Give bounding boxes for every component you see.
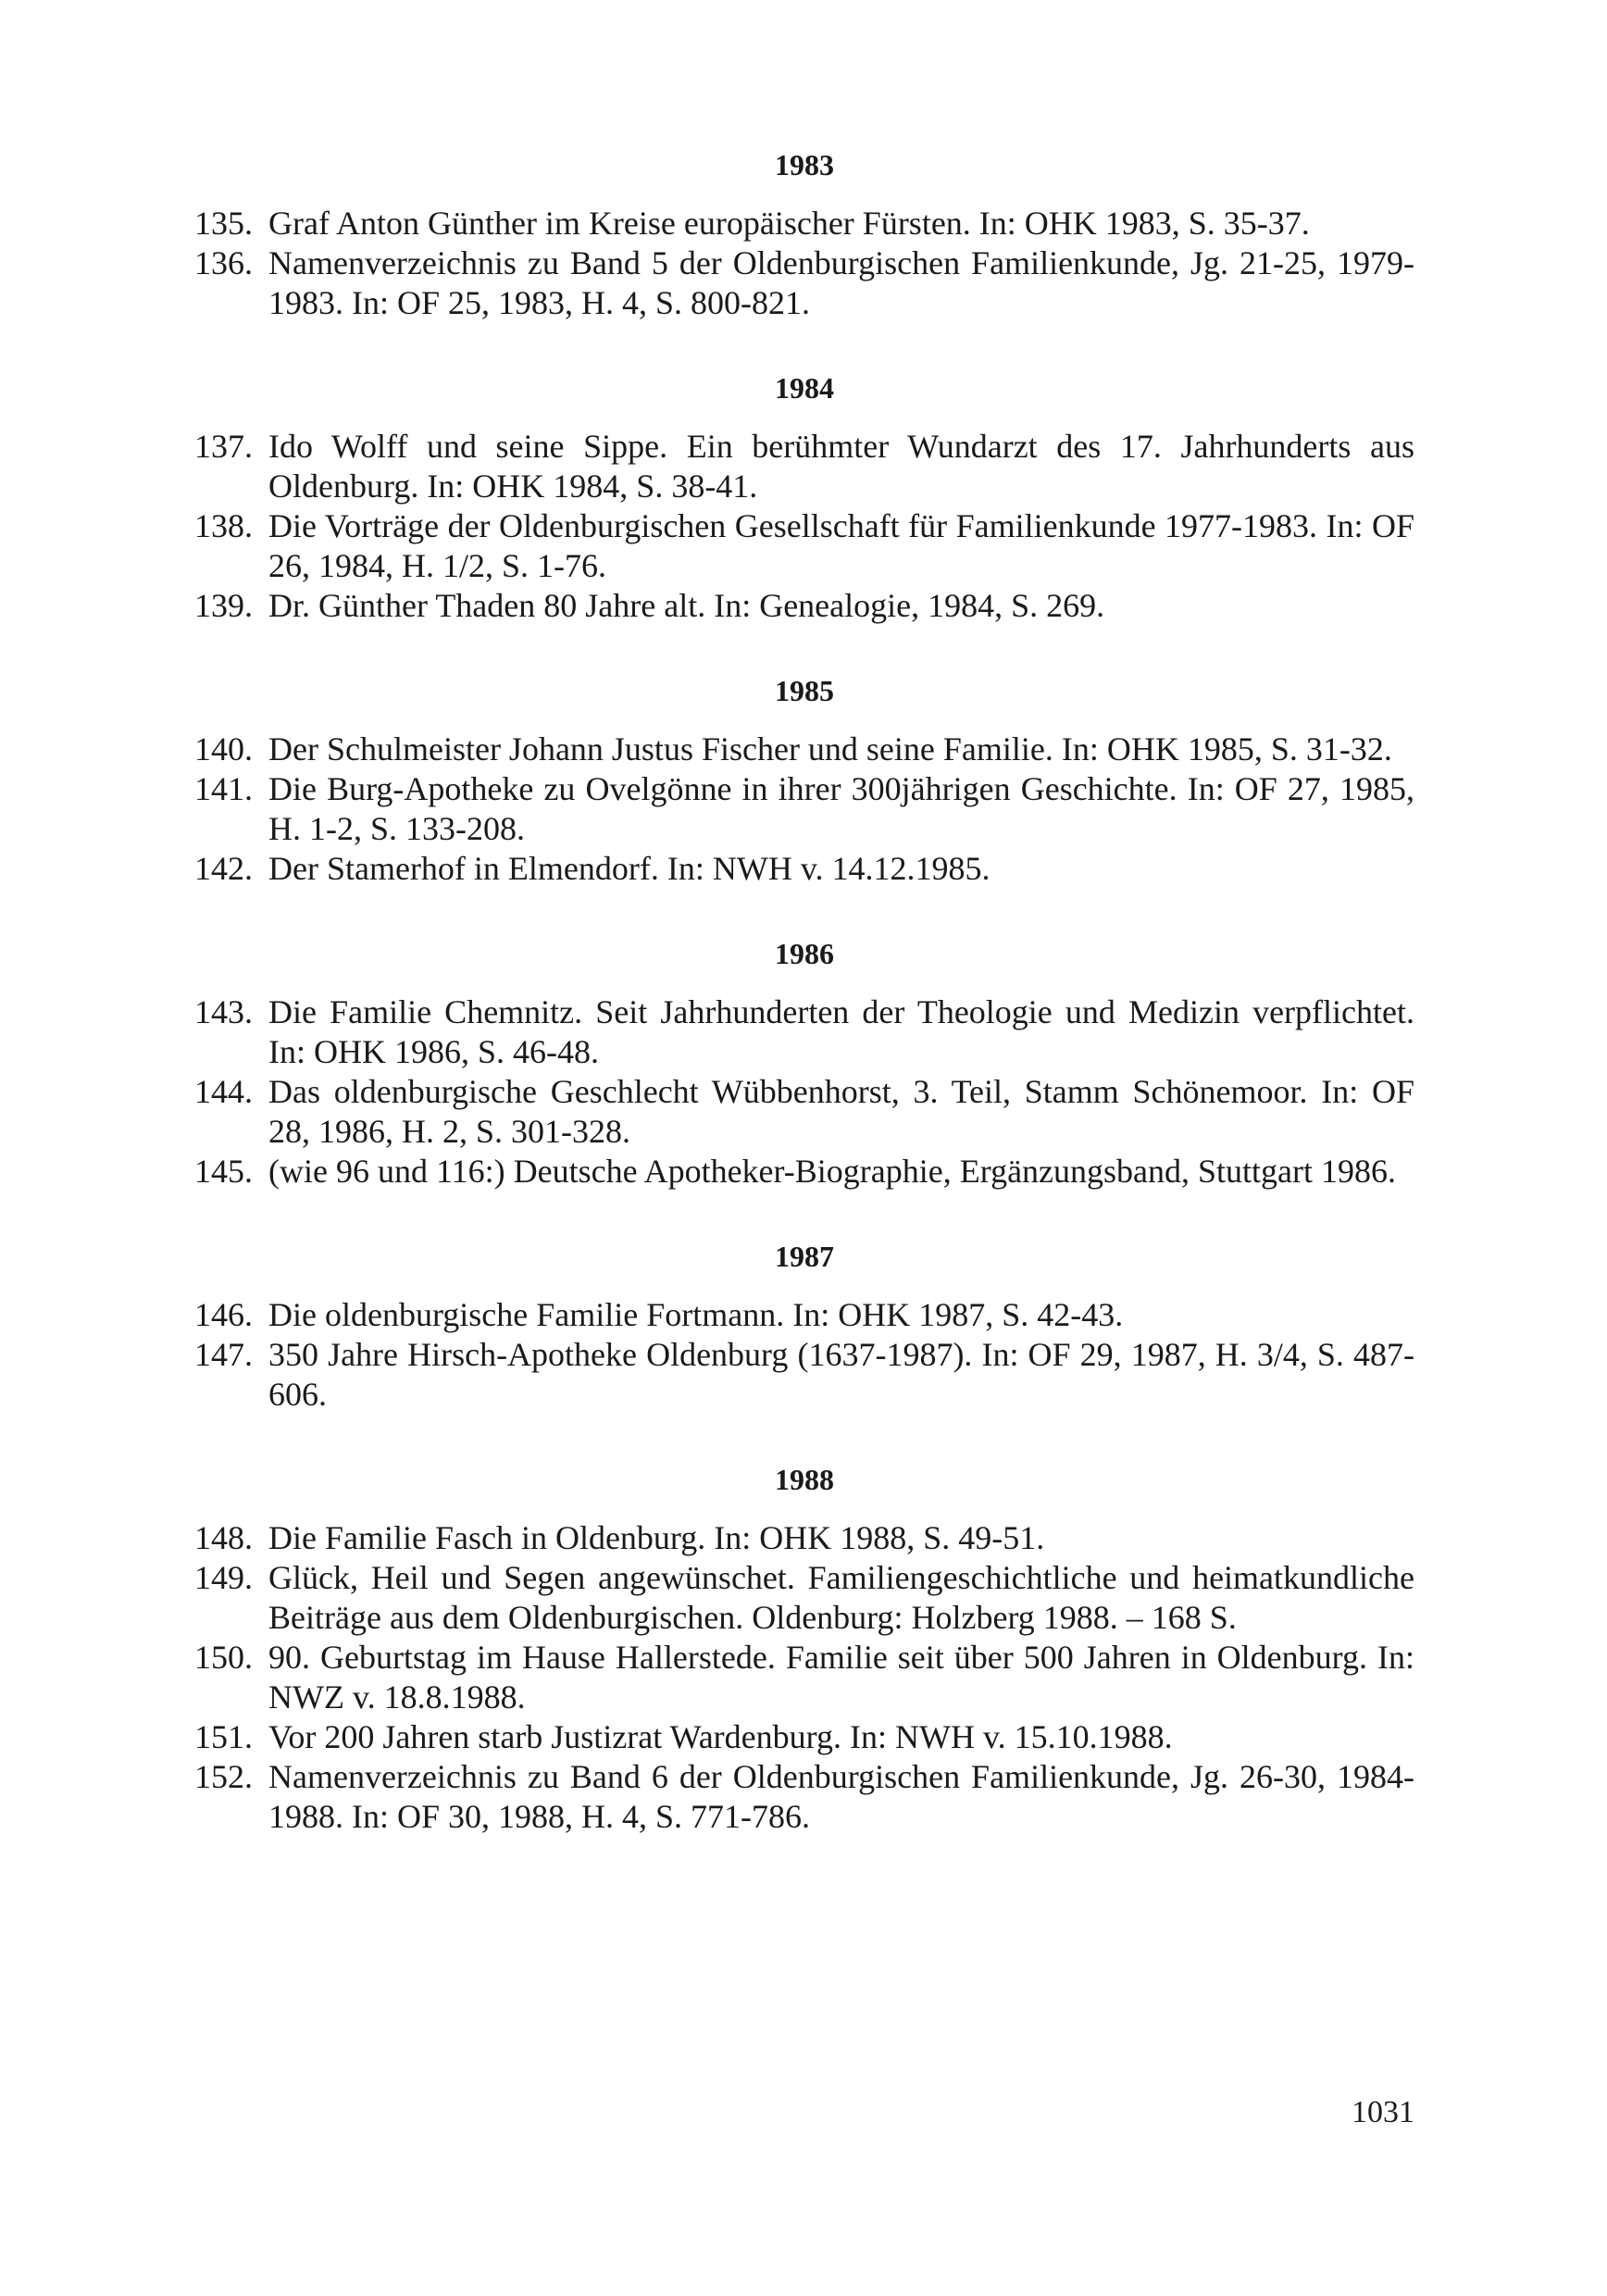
entry-text: Graf Anton Günther im Kreise europäischer Fürsten. In: OHK 1983, S. 35-37. (268, 205, 1310, 242)
bibliography-entry (194, 1717, 1414, 1757)
entry-text: Die Familie Fasch in Oldenburg. In: OHK 1988, S. 49-51. (268, 1519, 1045, 1556)
bibliography-entry (194, 769, 1414, 849)
bibliography-entry (194, 1518, 1414, 1558)
year-section-1983 (194, 146, 1414, 323)
entry-text: Dr. Günther Thaden 80 Jahre alt. In: Genealogie, 1984, S. 269. (268, 587, 1105, 624)
year-section-1988 (194, 1461, 1414, 1837)
bibliography-entry (194, 586, 1414, 626)
bibliography-entry (194, 427, 1414, 506)
entry-text: Ido Wolff und seine Sippe. Ein berühmter Wundarzt des 17. Jahrhunderts aus Oldenburg. In: OHK 1984, S. 38-41. (268, 428, 1414, 505)
entry-text: Vor 200 Jahren starb Justizrat Wardenburg. In: NWH v. 15.10.1988. (268, 1718, 1173, 1755)
entry-number: 143. (194, 993, 253, 1030)
entry-text: Die Familie Chemnitz. Seit Jahrhunderten der Theologie und Medizin verpflichtet. In: OHK 1986, S. 46-48. (268, 993, 1414, 1070)
entry-text: Der Stamerhof in Elmendorf. In: NWH v. 14.12.1985. (268, 850, 990, 887)
year-heading: 1987 (775, 1240, 834, 1273)
entry-text: Die oldenburgische Familie Fortmann. In: OHK 1987, S. 42-43. (268, 1296, 1124, 1333)
year-section-1987 (194, 1238, 1414, 1415)
entry-number: 138. (194, 507, 253, 544)
entry-number: 136. (194, 244, 253, 281)
entry-text: 350 Jahre Hirsch-Apotheke Oldenburg (1637-1987). In: OF 29, 1987, H. 3/4, S. 487-606. (268, 1336, 1414, 1413)
entry-number: 141. (194, 770, 253, 807)
bibliography-entry (194, 506, 1414, 586)
entry-number: 140. (194, 730, 253, 767)
entry-number: 135. (194, 205, 253, 242)
entry-number: 145. (194, 1153, 253, 1190)
bibliography-entry (194, 730, 1414, 769)
entry-number: 137. (194, 428, 253, 465)
year-heading: 1983 (775, 148, 834, 181)
entry-number: 151. (194, 1718, 253, 1755)
entry-text: Die Vorträge der Oldenburgischen Gesellschaft für Familienkunde 1977-1983. In: OF 26, 1984, H. 1/2, S. 1-76. (268, 507, 1414, 584)
entry-text: Namenverzeichnis zu Band 6 der Oldenburgischen Familienkunde, Jg. 26-30, 1984-1988. In: OF 30, 1988, H. 4, S. 771-786. (268, 1758, 1414, 1835)
entry-number: 139. (194, 587, 253, 624)
entry-number: 148. (194, 1519, 253, 1556)
bibliography-entry (194, 1072, 1414, 1152)
year-heading: 1986 (775, 937, 834, 970)
bibliography-entry (194, 204, 1414, 243)
bibliography-entry (194, 1638, 1414, 1717)
bibliography-entry (194, 849, 1414, 889)
entry-number: 150. (194, 1639, 253, 1676)
entry-number: 149. (194, 1559, 253, 1596)
entry-number: 147. (194, 1336, 253, 1373)
entry-number: 146. (194, 1296, 253, 1333)
page-number: 1031 (1352, 2095, 1414, 2129)
bibliography-list (194, 146, 1414, 1883)
entry-number: 152. (194, 1758, 253, 1795)
bibliography-entry (194, 1335, 1414, 1415)
bibliography-entry (194, 243, 1414, 323)
entry-text: 90. Geburtstag im Hause Hallerstede. Familie seit über 500 Jahren in Oldenburg. In: NWZ v. 18.8.1988. (268, 1639, 1414, 1716)
entry-text: Das oldenburgische Geschlecht Wübbenhorst, 3. Teil, Stamm Schönemoor. In: OF 28, 1986, H. 2, S. 301-328. (268, 1073, 1414, 1150)
bibliography-entry (194, 1295, 1414, 1335)
entry-text: Die Burg-Apotheke zu Ovelgönne in ihrer 300jährigen Geschichte. In: OF 27, 1985, H. 1-2, S. 133-208. (268, 770, 1414, 847)
year-section-1985 (194, 672, 1414, 889)
entry-number: 142. (194, 850, 253, 887)
bibliography-entry (194, 1152, 1414, 1192)
entry-number: 144. (194, 1073, 253, 1110)
bibliography-entry (194, 1558, 1414, 1638)
year-section-1984 (194, 369, 1414, 626)
entry-text: Namenverzeichnis zu Band 5 der Oldenburgischen Familienkunde, Jg. 21-25, 1979-1983. In: OF 25, 1983, H. 4, S. 800-821. (268, 244, 1414, 321)
entry-text: (wie 96 und 116:) Deutsche Apotheker-Biographie, Ergänzungsband, Stuttgart 1986. (268, 1153, 1397, 1190)
year-heading: 1984 (775, 371, 834, 405)
bibliography-entry (194, 992, 1414, 1072)
year-heading: 1985 (775, 674, 834, 707)
entry-text: Glück, Heil und Segen angewünschet. Familiengeschichtliche und heimatkundliche Beiträge aus dem Oldenburgischen. Oldenburg: Holzberg 1988. – 168 S. (268, 1559, 1414, 1636)
bibliography-entry (194, 1757, 1414, 1837)
year-section-1986 (194, 935, 1414, 1192)
year-heading: 1988 (775, 1463, 834, 1496)
entry-text: Der Schulmeister Johann Justus Fischer und seine Familie. In: OHK 1985, S. 31-32. (268, 730, 1392, 767)
